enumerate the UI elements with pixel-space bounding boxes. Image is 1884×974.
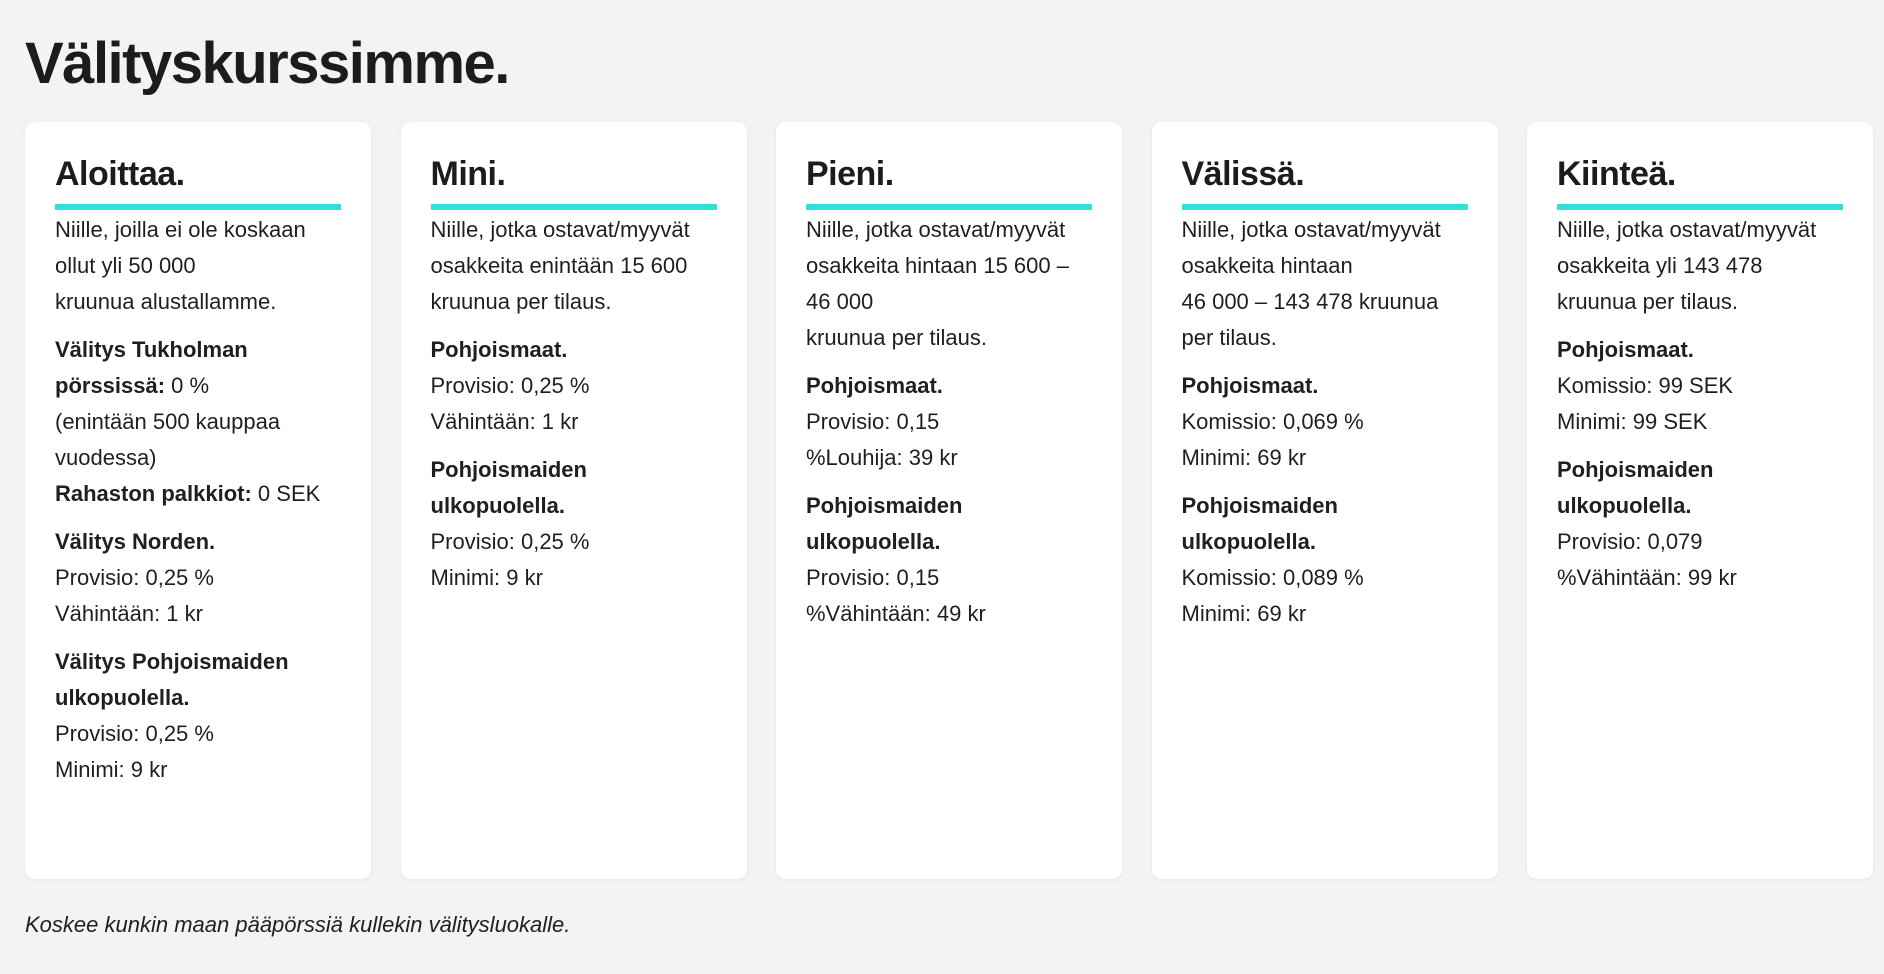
fee-label: Pohjoismaiden [806, 493, 963, 518]
fee-value: Minimi: 99 SEK [1557, 409, 1708, 434]
fee-line [55, 524, 341, 560]
fee-value: 0 % [165, 373, 210, 398]
fee-label: ulkopuolella. [430, 493, 565, 518]
fee-label: Pohjoismaat. [806, 373, 943, 398]
fee-section [806, 368, 1092, 476]
card-title: Aloittaa. [55, 155, 185, 193]
page-title: Välityskurssimme. [25, 31, 509, 96]
fee-value: Vähintään: 1 kr [430, 409, 579, 434]
fee-line [55, 476, 341, 512]
card-description [55, 212, 341, 320]
fee-section [431, 332, 717, 440]
fee-line [431, 404, 717, 440]
pricing-cards [25, 122, 1873, 879]
card-description [1557, 212, 1843, 320]
pricing-card [1527, 122, 1873, 879]
description-line: osakkeita yli 143 478 [1557, 253, 1763, 278]
fee-line [1182, 596, 1468, 632]
fee-section [1182, 368, 1468, 476]
description-line: Niille, jotka ostavat/myyvät [806, 217, 1066, 242]
fee-value: Minimi: 69 kr [1181, 445, 1307, 470]
fee-value: Provisio: 0,079 [1557, 529, 1703, 554]
fee-line [431, 452, 717, 488]
accent-rule [1557, 204, 1843, 210]
fee-section [806, 488, 1092, 632]
fee-line [55, 644, 341, 680]
fee-value: Komissio: 0,069 % [1181, 409, 1364, 434]
fee-line [55, 440, 341, 476]
fee-value: Minimi: 9 kr [430, 565, 543, 590]
card-title: Kiinteä. [1557, 155, 1676, 193]
fee-line [806, 404, 1092, 440]
accent-rule [431, 204, 717, 210]
fee-section [431, 452, 717, 596]
fee-line [806, 440, 1092, 476]
pricing-card [401, 122, 747, 879]
fee-line [55, 560, 341, 596]
description-line: ollut yli 50 000 [55, 253, 196, 278]
fee-value: Minimi: 69 kr [1181, 601, 1307, 626]
fee-line [431, 368, 717, 404]
fee-section [55, 644, 341, 788]
fee-value: Provisio: 0,25 % [55, 721, 214, 746]
description-line: 46 000 [806, 289, 874, 314]
fee-line [1557, 404, 1843, 440]
fee-label: Pohjoismaat. [1557, 337, 1694, 362]
description-line: osakkeita hintaan 15 600 – [806, 253, 1069, 278]
fee-value: Provisio: 0,25 % [430, 373, 590, 398]
fee-value: Provisio: 0,15 [806, 565, 940, 590]
description-line: kruunua per tilaus. [1557, 289, 1738, 314]
fee-label: ulkopuolella. [55, 685, 190, 710]
fee-label: Pohjoismaat. [1181, 373, 1319, 398]
fee-label: ulkopuolella. [806, 529, 941, 554]
fee-section [55, 524, 341, 632]
accent-rule [1182, 204, 1468, 210]
fee-value: %Louhija: 39 kr [806, 445, 958, 470]
fee-line [1182, 404, 1468, 440]
fee-label: Pohjoismaiden [430, 457, 587, 482]
card-title: Mini. [430, 155, 506, 193]
fee-value: Minimi: 9 kr [55, 757, 168, 782]
fee-line [1182, 368, 1468, 404]
fee-value: Komissio: 99 SEK [1557, 373, 1734, 398]
description-line: Niille, jotka ostavat/myyvät [430, 217, 690, 242]
fee-line [55, 596, 341, 632]
fee-label: Rahaston palkkiot: [55, 481, 252, 506]
fee-label: ulkopuolella. [1557, 493, 1692, 518]
card-description [1182, 212, 1468, 356]
fee-line [55, 680, 341, 716]
fee-line [806, 368, 1092, 404]
description-line: Niille, jotka ostavat/myyvät [1181, 217, 1441, 242]
fee-label: Pohjoismaiden [1557, 457, 1714, 482]
card-description [431, 212, 717, 320]
fee-label: Välitys Norden. [55, 529, 216, 554]
fee-line [806, 560, 1092, 596]
fee-line [55, 368, 341, 404]
description-line: per tilaus. [1181, 325, 1277, 350]
fee-value: (enintään 500 kauppaa [55, 409, 281, 434]
fee-value: Komissio: 0,089 % [1181, 565, 1364, 590]
fee-value: Provisio: 0,15 [806, 409, 940, 434]
fee-label: Pohjoismaat. [430, 337, 568, 362]
description-line: 46 000 – 143 478 kruunua [1181, 289, 1439, 314]
fee-line [431, 488, 717, 524]
fee-value: %Vähintään: 49 kr [806, 601, 986, 626]
fee-line [806, 488, 1092, 524]
fee-value: 0 SEK [251, 481, 321, 506]
description-line: kruunua per tilaus. [430, 289, 612, 314]
fee-line [1557, 332, 1843, 368]
fee-section [55, 332, 341, 512]
description-line: kruunua per tilaus. [806, 325, 987, 350]
fee-line [1557, 368, 1843, 404]
pricing-card [1152, 122, 1498, 879]
fee-line [55, 752, 341, 788]
fee-line [1557, 452, 1843, 488]
fee-line [1182, 524, 1468, 560]
fee-label: pörssissä: [55, 373, 166, 398]
card-description [806, 212, 1092, 356]
description-line: Niille, jotka ostavat/myyvät [1557, 217, 1817, 242]
fee-line [431, 524, 717, 560]
fee-line [1557, 524, 1843, 560]
fee-section [1182, 488, 1468, 632]
description-line: osakkeita enintään 15 600 [430, 253, 688, 278]
fee-line [55, 404, 341, 440]
fee-line [1557, 560, 1843, 596]
card-title: Pieni. [806, 155, 894, 193]
accent-rule [806, 204, 1092, 210]
fee-value: Vähintään: 1 kr [55, 601, 203, 626]
pricing-card [776, 122, 1122, 879]
fee-line [1182, 560, 1468, 596]
fee-line [1182, 440, 1468, 476]
fee-line [431, 560, 717, 596]
fee-value: Provisio: 0,25 % [430, 529, 590, 554]
footnote: Koskee kunkin maan pääpörssiä kullekin välitysluokalle. [25, 912, 571, 937]
description-line: kruunua alustallamme. [55, 289, 277, 314]
description-line: Niille, joilla ei ole koskaan [55, 217, 306, 242]
fee-line [431, 332, 717, 368]
fee-value: vuodessa) [55, 445, 157, 470]
fee-line [55, 332, 341, 368]
accent-rule [55, 204, 341, 210]
fee-section [1557, 332, 1843, 440]
fee-label: Välitys Pohjoismaiden [55, 649, 289, 674]
fee-line [806, 524, 1092, 560]
fee-value: Provisio: 0,25 % [55, 565, 214, 590]
pricing-card [25, 122, 371, 879]
fee-line [1182, 488, 1468, 524]
fee-label: Välitys Tukholman [55, 337, 248, 362]
fee-label: ulkopuolella. [1181, 529, 1316, 554]
card-title: Välissä. [1181, 155, 1305, 193]
fee-label: Pohjoismaiden [1181, 493, 1338, 518]
fee-section [1557, 452, 1843, 596]
description-line: osakkeita hintaan [1181, 253, 1353, 278]
fee-line [55, 716, 341, 752]
fee-value: %Vähintään: 99 kr [1557, 565, 1737, 590]
fee-line [806, 596, 1092, 632]
fee-line [1557, 488, 1843, 524]
